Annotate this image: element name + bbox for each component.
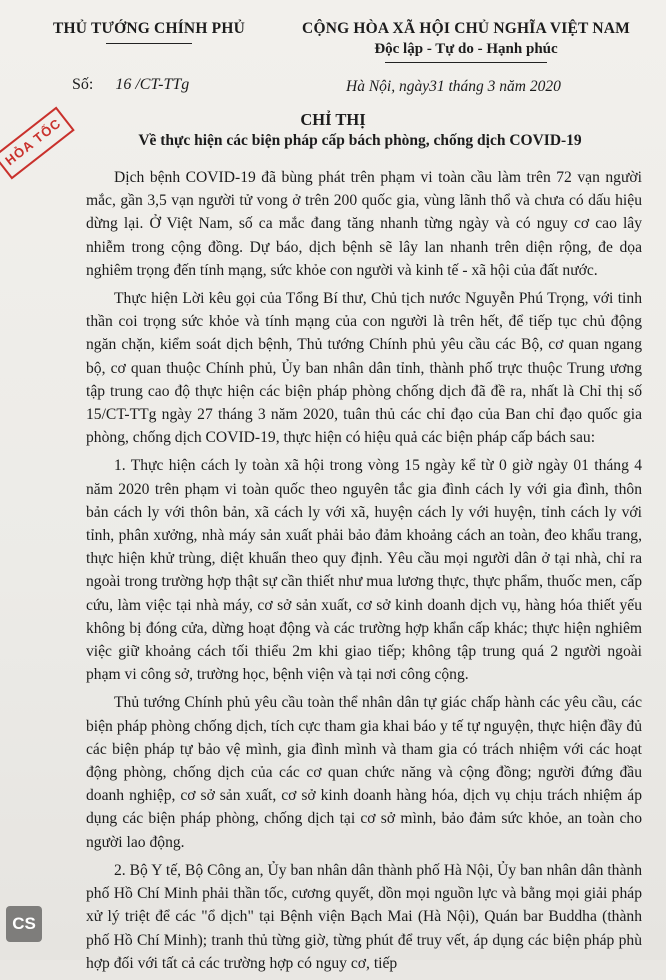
country-name: CỘNG HÒA XÃ HỘI CHỦ NGHĨA VIỆT NAM xyxy=(302,20,630,37)
document-body xyxy=(86,166,642,980)
paragraph: Thực hiện Lời kêu gọi của Tổng Bí thư, Chủ tịch nước Nguyễn Phú Trọng, với tinh thần coi trọng sức khỏe và tính mạng của con người là trên hết, để tiếp tục chủ động ngăn chặn, kiểm soát dịch bệnh, Thủ tướng Chính phủ yêu cầu các Bộ, cơ quan ngang bộ, cơ quan thuộc Chính phủ, Ủy ban nhân dân tỉnh, thành phố trực thuộc Trung ương tập trung cao độ thực hiện các biện pháp phòng chống dịch đã đề ra, nhất là Chỉ thị số 15/CT-TTg ngày 27 tháng 3 năm 2020, tuân thủ các chỉ đạo của Ban chỉ đạo quốc gia phòng, chống dịch COVID-19, thực hiện có hiệu quả các biện pháp cấp bách sau: xyxy=(86,290,642,447)
agency-name: THỦ TƯỚNG CHÍNH PHỦ xyxy=(53,20,245,37)
paragraph: 2. Bộ Y tế, Bộ Công an, Ủy ban nhân dân thành phố Hà Nội, Ủy ban nhân dân thành phố Hồ Chí Minh phải thần tốc, cương quyết, dồn mọi nguồn lực và bằng mọi giải pháp xử lý triệt để các "ổ dịch" tại Bệnh viện Bạch Mai (Hà Nội), Quán bar Buddha (thành phố Hồ Chí Minh); tranh thủ từng giờ, từng phút để truy vết, áp dụng các biện pháp phù hợp đối với tất cả các trường hợp có nguy cơ, tiếp xyxy=(86,861,642,972)
national-header xyxy=(285,20,647,63)
watermark-logo: CS xyxy=(6,906,42,942)
dateline: Hà Nội, ngày31 tháng 3 năm 2020 xyxy=(346,78,561,95)
national-motto: Độc lập - Tự do - Hạnh phúc xyxy=(374,41,558,57)
document-title: CHỈ THỊ xyxy=(300,110,366,129)
urgent-stamp: HỎA TỐC xyxy=(0,107,75,180)
paragraph: 1. Thực hiện cách ly toàn xã hội trong vòng 15 ngày kể từ 0 giờ ngày 01 tháng 4 năm 2020 trên phạm vi toàn quốc theo nguyên tắc gia đình cách ly với gia đình, thôn bản cách ly với thôn bản, xã cách ly với xã, huyện cách ly với huyện, tỉnh cách ly với tỉnh, phân xưởng, nhà máy sản xuất phải bảo đảm khoảng cách an toàn, đeo khẩu trang, thực hiện khử trùng, diệt khuẩn theo quy định. Yêu cầu mọi người dân ở tại nhà, chỉ ra ngoài trong trường hợp thật sự cần thiết như mua lương thực, thực phẩm, thuốc men, cấp cứu, làm việc tại nhà máy, cơ sở sản xuất, cơ sở kinh doanh dịch vụ, hàng hóa thiết yếu không bị đóng cửa, dừng hoạt động và các trường hợp khẩn cấp khác; thực hiện nghiêm việc giữ khoảng cách tối thiểu 2m khi giao tiếp; không tập trung quá 2 người ngoài phạm vi công sở, trường học, bệnh viện và tại nơi công cộng. xyxy=(86,457,642,684)
number-label: Số: xyxy=(72,76,94,93)
document-number xyxy=(72,76,189,94)
issuing-agency xyxy=(38,20,260,44)
document-subtitle: Về thực hiện các biện pháp cấp bách phòng, chống dịch COVID-19 xyxy=(138,132,582,149)
paragraph: Thủ tướng Chính phủ yêu cầu toàn thể nhân dân tự giác chấp hành các yêu cầu, các biện pháp phòng chống dịch, tích cực tham gia khai báo y tế tự nguyện, thực hiện đầy đủ các biện pháp tự bảo vệ mình, gia đình mình và tham gia có trách nhiệm với các hoạt động phòng, chống dịch của các cơ quan chức năng và cộng đồng; người đứng đầu doanh nghiệp, cơ sở sản xuất, cơ sở kinh doanh hàng hóa, dịch vụ chịu trách nhiệm áp dụng các biện pháp phòng, chống dịch tại cơ sở mình, bảo đảm sức khỏe, an toàn cho người lao động. xyxy=(86,694,642,851)
motto-underline xyxy=(385,62,547,63)
agency-underline xyxy=(106,43,192,44)
number-value: 16 /CT-TTg xyxy=(115,76,190,93)
paragraph: Dịch bệnh COVID-19 đã bùng phát trên phạm vi toàn cầu làm trên 72 vạn người mắc, gần 3,5 vạn người tử vong ở trên 200 quốc gia, vùng lãnh thổ và chưa có dấu hiệu dừng lại. Ở Việt Nam, số ca mắc đang tăng nhanh từng ngày và có nguy cơ cao lây nhiễm trong cộng đồng. Dự báo, dịch bệnh sẽ lây lan nhanh trên diện rộng, đe dọa nghiêm trọng đến tính mạng, sức khỏe con người và kinh tế - xã hội của đất nước. xyxy=(86,169,642,279)
